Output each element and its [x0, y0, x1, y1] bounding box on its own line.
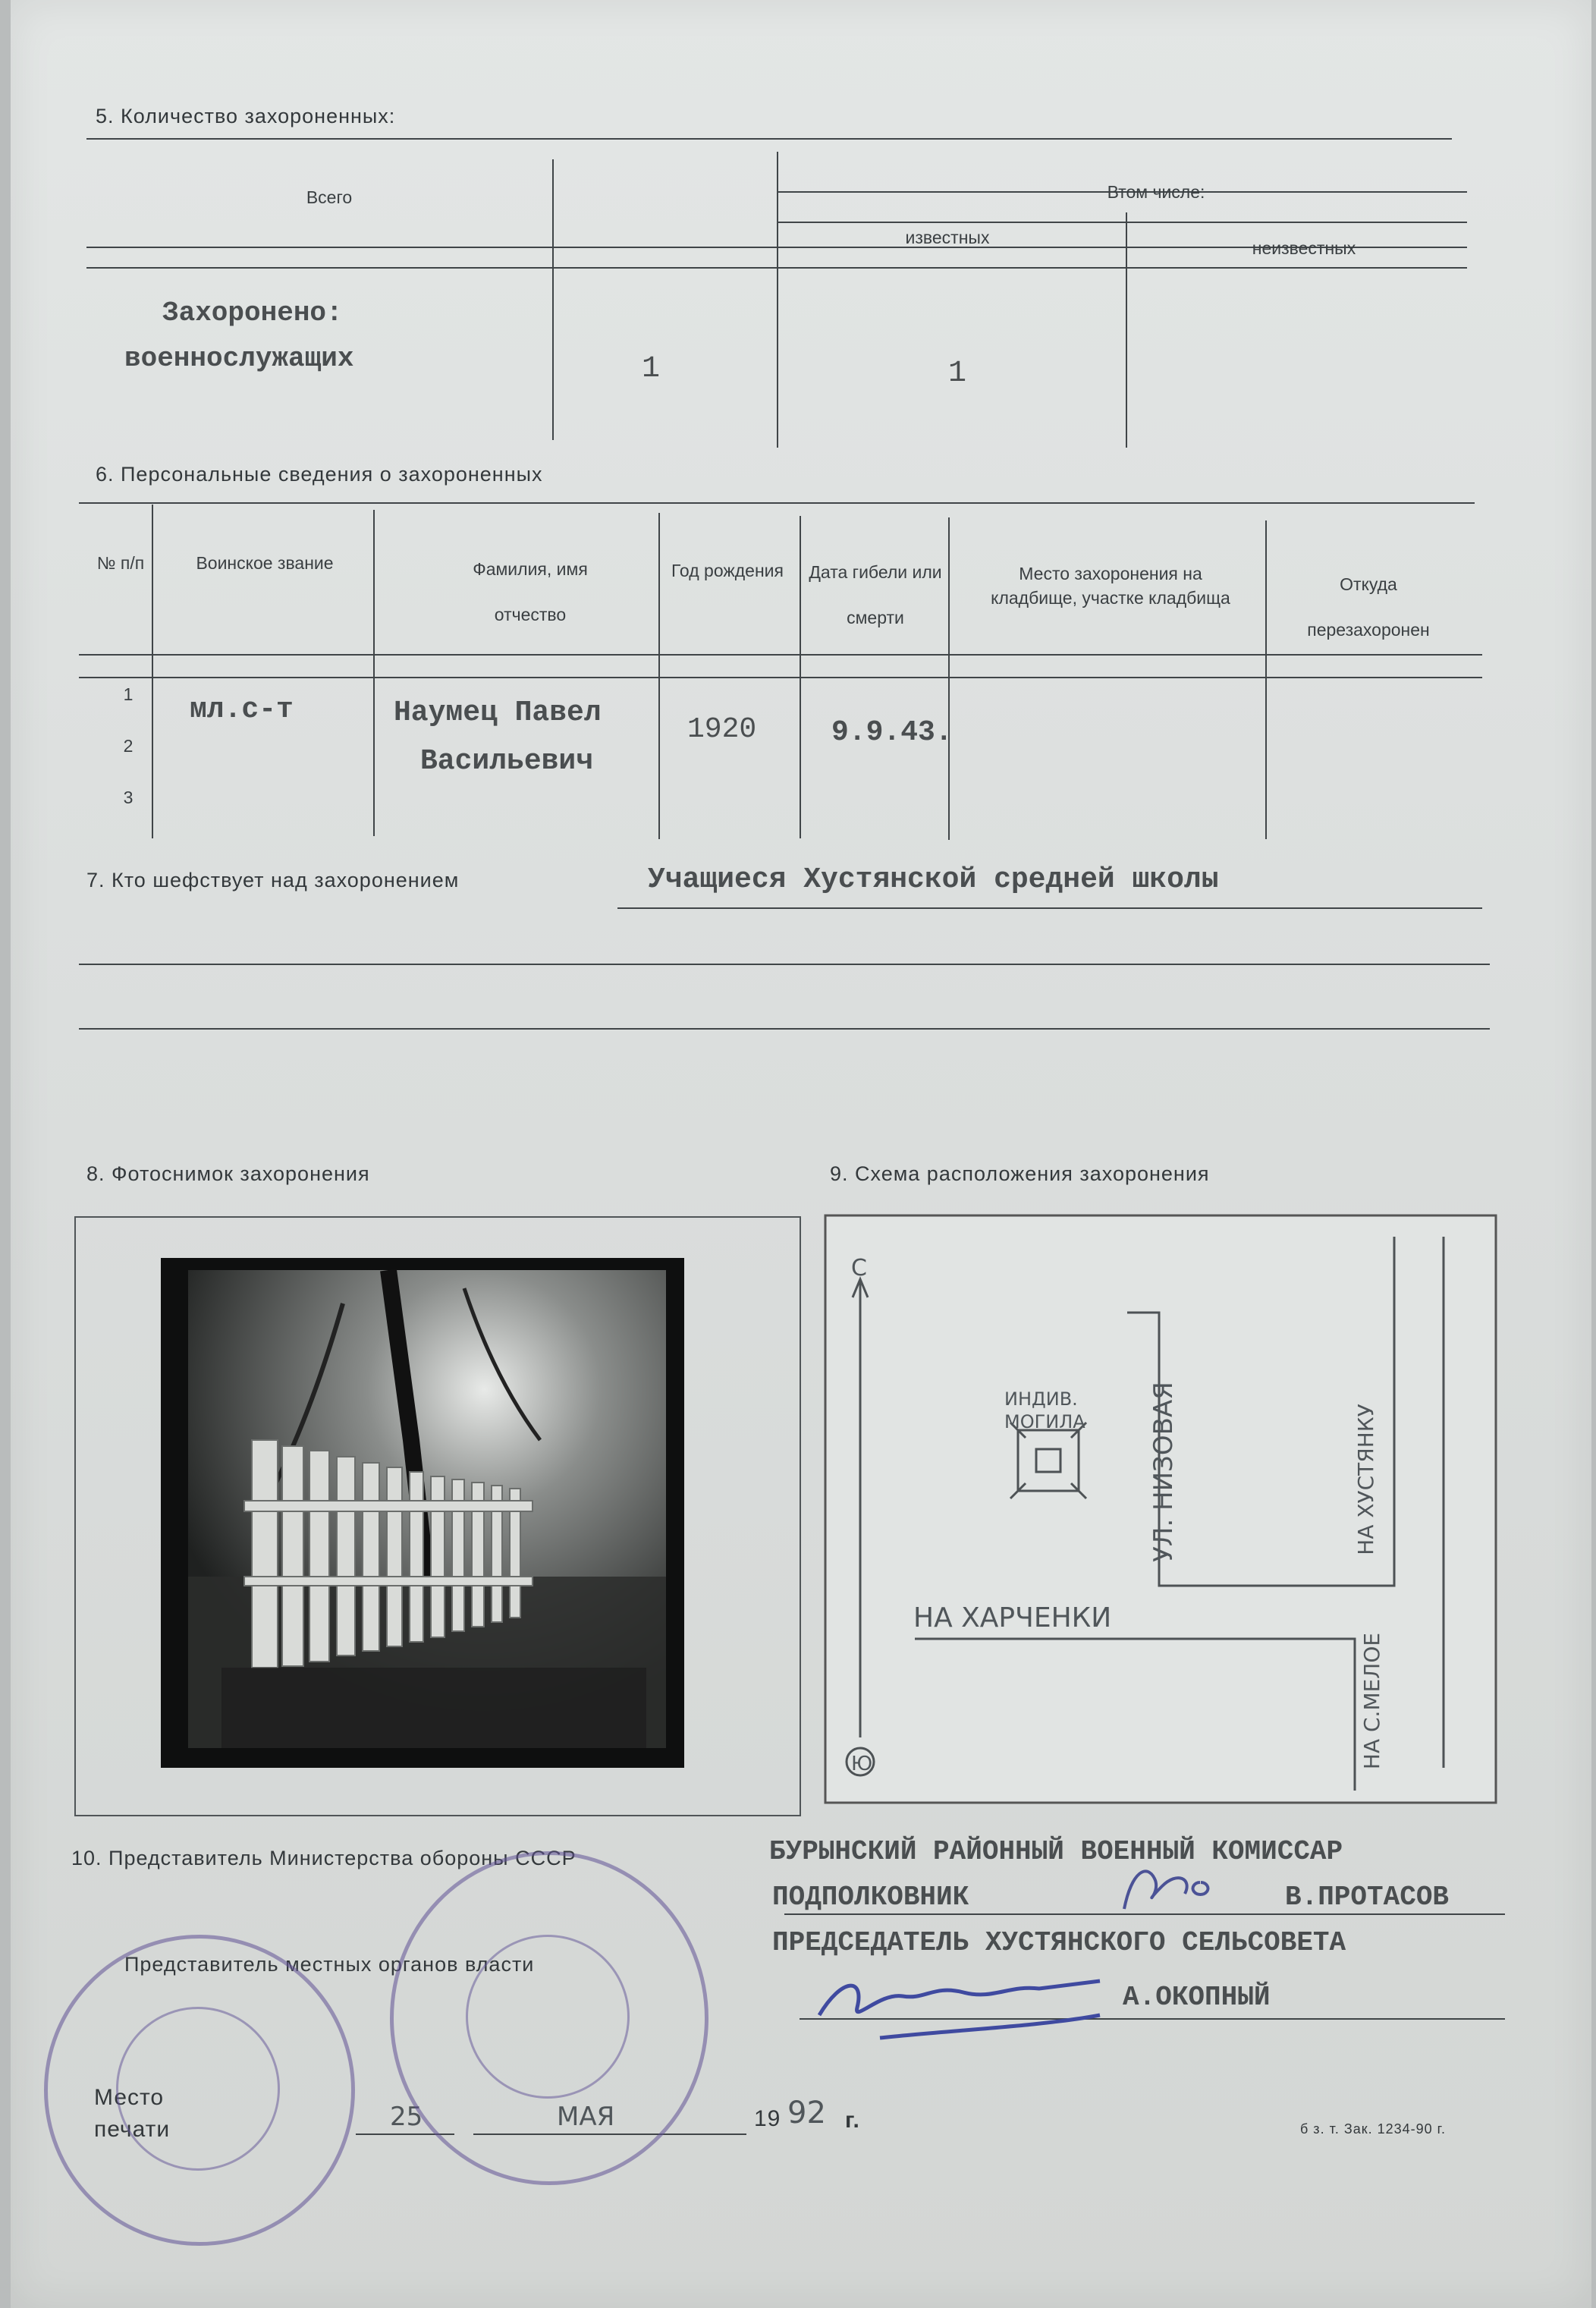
date-year-prefix: 19	[754, 2106, 781, 2131]
seal-place-label-2: печати	[94, 2117, 171, 2142]
grave-label-1: ИНДИВ.	[1004, 1388, 1078, 1410]
row-number-1: 1	[123, 684, 134, 704]
record-name-line2: Васильевич	[420, 745, 594, 778]
date-month: МАЯ	[557, 2102, 615, 2132]
section6-title: 6. Персональные сведения о захороненных	[96, 463, 543, 486]
rule	[1265, 520, 1267, 839]
row-label-buried: Захоронено:	[162, 297, 343, 329]
rule	[658, 513, 660, 839]
header-rank: Воинское звание	[196, 553, 334, 573]
record-name-line1: Наумец Павел	[394, 696, 602, 729]
village-council-seal	[44, 1935, 355, 2246]
date-day: 25	[390, 2102, 423, 2132]
date-year-suffix: 92	[787, 2096, 826, 2130]
rule	[79, 677, 1482, 678]
row-number-3: 3	[123, 788, 134, 807]
chairman-name: А.ОКОПНЫЙ	[1123, 1982, 1271, 2013]
grave-photo	[161, 1258, 684, 1768]
section9-title: 9. Схема расположения захоронения	[830, 1162, 1210, 1185]
record-death-date: 9.9.43.	[831, 716, 953, 749]
rule	[86, 138, 1452, 140]
rule	[79, 502, 1475, 504]
rule	[800, 516, 801, 838]
section8-title: 8. Фотоснимок захоронения	[86, 1162, 370, 1185]
header-birth: Год рождения	[671, 561, 784, 580]
rule	[152, 505, 153, 838]
seal-place-label-1: Место	[94, 2085, 165, 2110]
south-mark: Ю	[851, 1753, 873, 1775]
road-to-khustyanka-label: НА ХУСТЯНКУ	[1353, 1404, 1378, 1555]
header-place: Место захоронения на кладбище, участке кладбища	[991, 564, 1230, 608]
local-authority-label: Представитель местных органов власти	[124, 1953, 535, 1976]
street-nizovaya-label: УЛ. НИЗОВАЯ	[1148, 1382, 1179, 1562]
date-g: г.	[845, 2108, 860, 2133]
grave-label-2: МОГИЛА	[1004, 1411, 1085, 1432]
rule	[777, 152, 778, 448]
section5-title: 5. Количество захороненных:	[96, 105, 396, 127]
rule	[373, 510, 375, 836]
military-commissariat-seal	[390, 1851, 708, 2185]
print-info: б з. т. Зак. 1234-90 г.	[1300, 2121, 1447, 2137]
commissar-line: БУРЫНСКИЙ РАЙОННЫЙ ВОЕННЫЙ КОМИССАР	[769, 1836, 1343, 1867]
road-to-kharchenki-label: НА ХАРЧЕНКИ	[913, 1602, 1112, 1634]
commissar-rank: ПОДПОЛКОВНИК	[772, 1882, 969, 1913]
rule	[79, 1028, 1490, 1030]
north-mark: С	[851, 1255, 867, 1281]
rule	[948, 517, 950, 840]
row-label-servicemen: военнослужащих	[124, 343, 354, 374]
commissar-signature	[1109, 1856, 1230, 1917]
record-rank: мл.с-т	[190, 693, 294, 726]
total-count: 1	[642, 352, 661, 386]
document-sheet	[11, 0, 1591, 2308]
rule	[777, 222, 1467, 223]
header-num: № п/п	[96, 553, 145, 573]
rule	[617, 907, 1482, 909]
col-unknown-header: неизвестных	[1252, 238, 1356, 258]
col-total-header: Всего	[306, 187, 353, 207]
section7-value: Учащиеся Хустянской средней школы	[648, 863, 1219, 896]
row-number-2: 2	[123, 736, 134, 756]
chairman-line: ПРЕДСЕДАТЕЛЬ ХУСТЯНСКОГО СЕЛЬСОВЕТА	[772, 1927, 1346, 1958]
rule	[1126, 212, 1127, 448]
col-including-header: Втом числе:	[1107, 182, 1205, 202]
header-name: Фамилия, имя отчество	[473, 559, 588, 624]
header-from: Откуда перезахоронен	[1307, 574, 1430, 640]
rule	[552, 159, 554, 440]
col-known-header: известных	[905, 228, 990, 247]
rule	[79, 964, 1490, 965]
known-count: 1	[948, 357, 967, 391]
commissar-name: В.ПРОТАСОВ	[1285, 1882, 1450, 1913]
record-birth-year: 1920	[687, 713, 757, 746]
header-death: Дата гибели или смерти	[809, 562, 942, 627]
road-to-smelovo-label: НА С.МЕЛОЕ	[1359, 1632, 1384, 1770]
chairman-signature	[812, 1962, 1130, 2045]
section7-label: 7. Кто шефствует над захоронением	[86, 869, 460, 891]
section10-label: 10. Представитель Министерства обороны СССР	[71, 1847, 577, 1869]
rule	[79, 654, 1482, 656]
